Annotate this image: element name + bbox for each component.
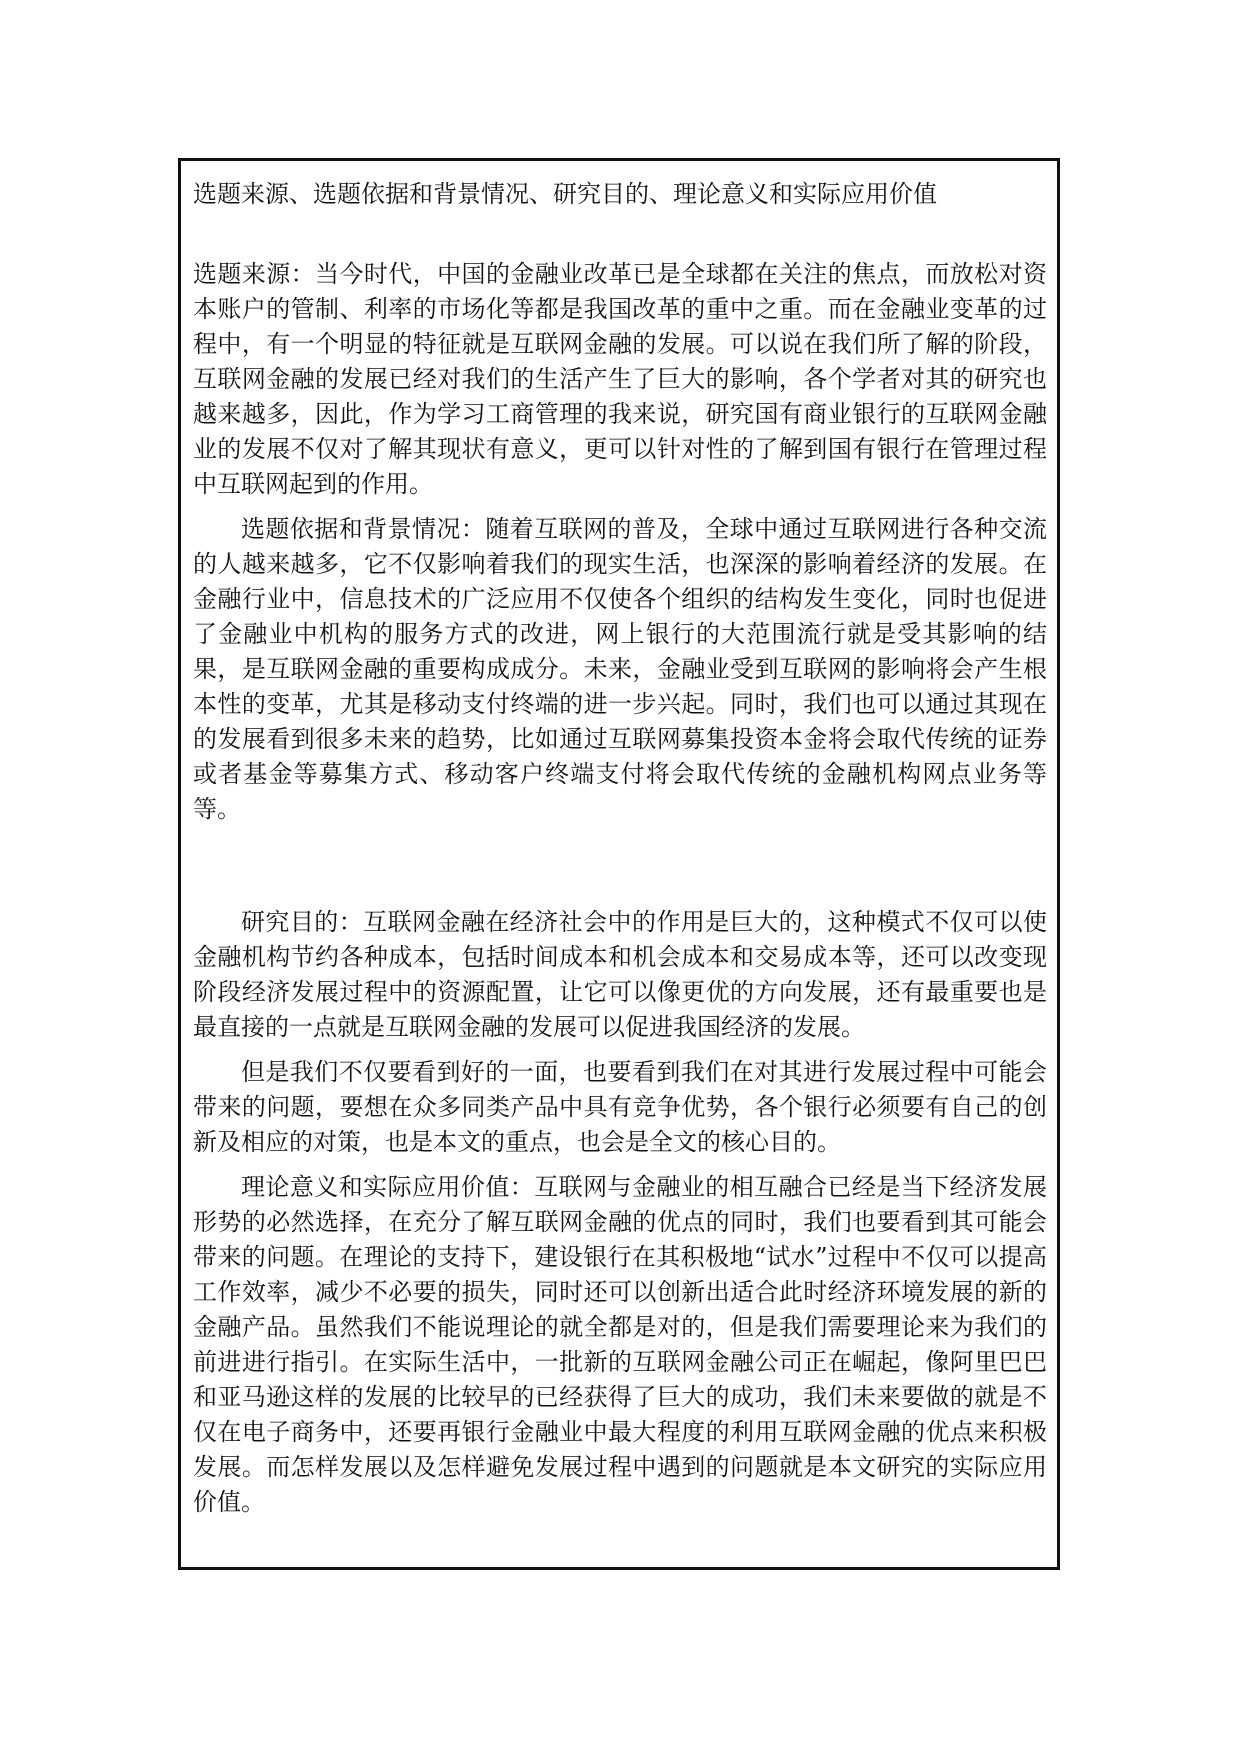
paragraph-research-purpose: 研究目的：互联网金融在经济社会中的作用是巨大的，这种模式不仅可以使金融机构节约各种成本，包括时间成本和机会成本和交易成本等，还可以改变现阶段经济发展过程中的资源配置，让它可以像更优的方向发展，还有最重要也是最直接的一点就是互联网金融的发展可以促进我国经济的发展。 xyxy=(193,908,1047,1041)
paragraph-topic-basis: 选题依据和背景情况：随着互联网的普及，全球中通过互联网进行各种交流的人越来越多，它不仅影响着我们的现实生活，也深深的影响着经济的发展。在金融行业中，信息技术的广泛应用不仅使各个组织的结构发生变化，同时也促进了金融业中机构的服务方式的改进，网上银行的大范围流行就是受其影响的结果，是互联网金融的重要构成成分。未来，金融业受到互联网的影响将会产生根本性的变革，尤其是移动支付终端的进一步兴起。同时，我们也可以通过其现在的发展看到很多未来的趋势，比如通过互联网募集投资本金将会取代传统的证券或者基金等募集方式、移动客户终端支付将会取代传统的金融机构网点业务等等。 xyxy=(193,515,1047,823)
paragraph-theoretical-value: 理论意义和实际应用价值：互联网与金融业的相互融合已经是当下经济发展形势的必然选择，在充分了解互联网金融的优点的同时，我们也要看到其可能会带来的问题。在理论的支持下，建设银行在其积极地“试水”过程中不仅可以提高工作效率，减少不必要的损失，同时还可以创新出适合此时经济环境发展的新的金融产品。虽然我们不能说理论的就全都是对的，但是我们需要理论来为我们的前进进行指引。在实际生活中，一批新的互联网金融公司正在崛起，像阿里巴巴和亚马逊这样的发展的比较早的已经获得了巨大的成功，我们未来要做的就是不仅在电子商务中，还要再银行金融业中最大程度的利用互联网金融的优点来积极发展。而怎样发展以及怎样避免发展过程中遇到的问题就是本文研究的实际应用价值。 xyxy=(193,1173,1047,1516)
paragraph-topic-source: 选题来源：当今时代，中国的金融业改革已是全球都在关注的焦点，而放松对资本账户的管制、利率的市场化等都是我国改革的重中之重。而在金融业变革的过程中，有一个明显的特征就是互联网金融的发展。可以说在我们所了解的阶段，互联网金融的发展已经对我们的生活产生了巨大的影响，各个学者对其的研究也越来越多，因此，作为学习工商管理的我来说，研究国有商业银行的互联网金融业的发展不仅对了解其现状有意义，更可以针对性的了解到国有银行在管理过程中互联网起到的作用。 xyxy=(193,260,1047,498)
section-heading: 选题来源、选题依据和背景情况、研究目的、理论意义和实际应用价值 xyxy=(193,180,937,208)
paragraph-research-problems: 但是我们不仅要看到好的一面，也要看到我们在对其进行发展过程中可能会带来的问题，要想在众多同类产品中具有竞争优势，各个银行必须要有自己的创新及相应的对策，也是本文的重点，也会是全文的核心目的。 xyxy=(193,1058,1047,1156)
section-body xyxy=(193,257,1047,1520)
document-frame xyxy=(178,158,1060,1570)
